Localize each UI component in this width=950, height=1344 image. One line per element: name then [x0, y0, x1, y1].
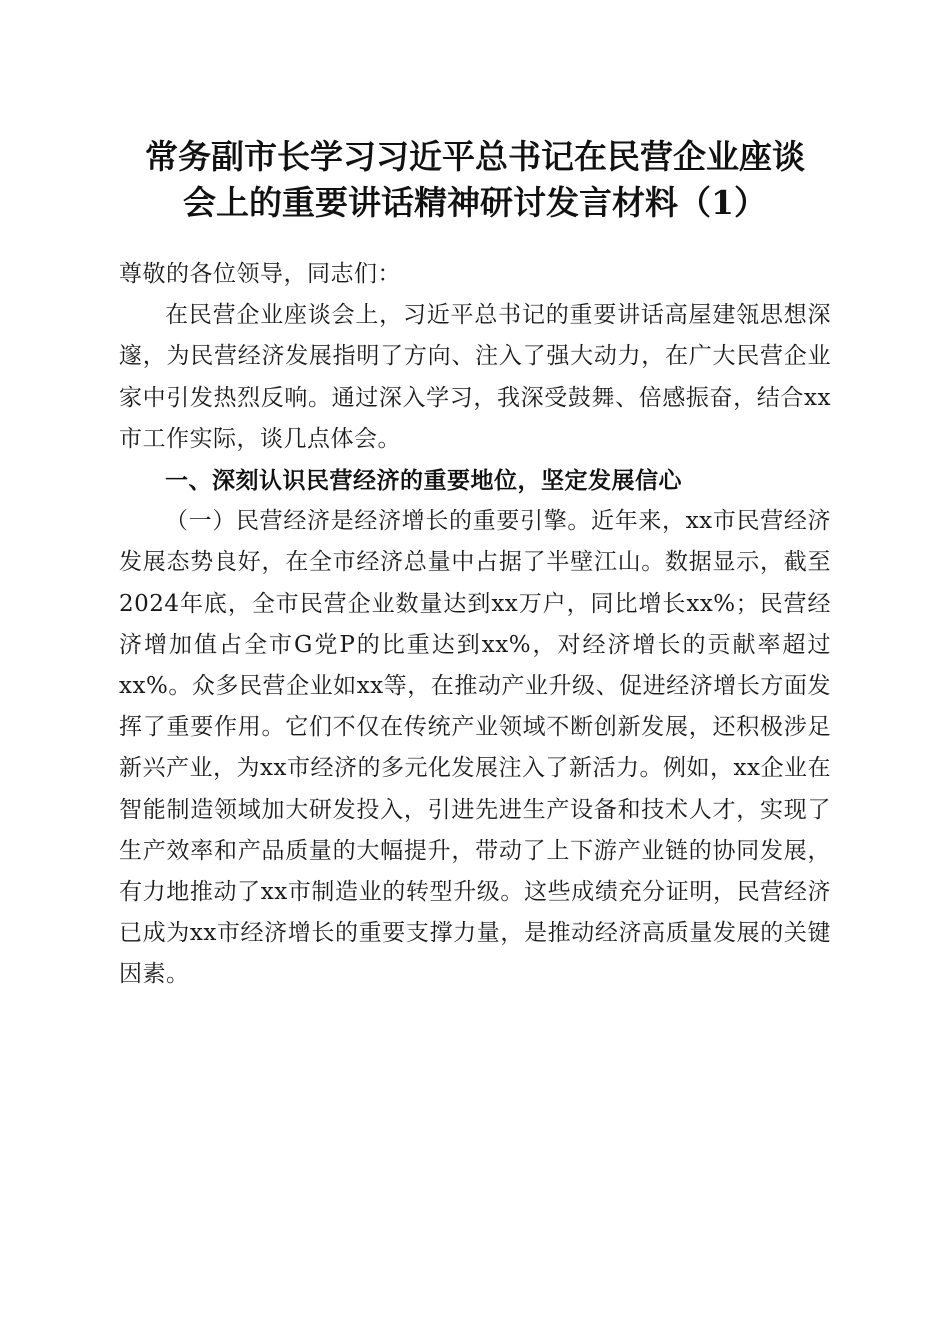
paragraph-intro: 在民营企业座谈会上，习近平总书记的重要讲话高屋建瓴思想深邃，为民营经济发展指明了方向、注入了强大动力，在广大民营企业家中引发热烈反响。通过深入学习，我深受鼓舞、倍感振奋，结合xx市工作实际，谈几点体会。	[119, 302, 831, 452]
document-title	[100, 134, 850, 226]
section-heading-1: 一、深刻认识民营经济的重要地位，坚定发展信心	[165, 467, 682, 495]
paragraph-section-1-1: （一）民营经济是经济增长的重要引擎。近年来，xx市民营经济发展态势良好，在全市经济总量中占据了半壁江山。数据显示，截至2024年底，全市民营企业数量达到xx万户，同比增长xx%；民营经济增加值占全市G党P的比重达到xx%，对经济增长的贡献率超过xx%。众多民营企业如xx等，在推动产业升级、促进经济增长方面发挥了重要作用。它们不仅在传统产业领域不断创新发展，还积极涉足新兴产业，为xx市经济的多元化发展注入了新活力。例如，xx企业在智能制造领域加大研发投入，引进先进生产设备和技术人才，实现了生产效率和产品质量的大幅提升，带动了上下游产业链的协同发展，有力地推动了xx市制造业的转型升级。这些成绩充分证明，民营经济已成为xx市经济增长的重要支撑力量，是推动经济高质量发展的关键因素。	[119, 508, 831, 988]
document-body	[119, 254, 831, 996]
salutation: 尊敬的各位领导，同志们：	[119, 261, 401, 287]
title-line-2: 会上的重要讲话精神研讨发言材料（1）	[183, 183, 767, 222]
title-line-1: 常务副市长学习习近平总书记在民营企业座谈	[145, 137, 805, 176]
